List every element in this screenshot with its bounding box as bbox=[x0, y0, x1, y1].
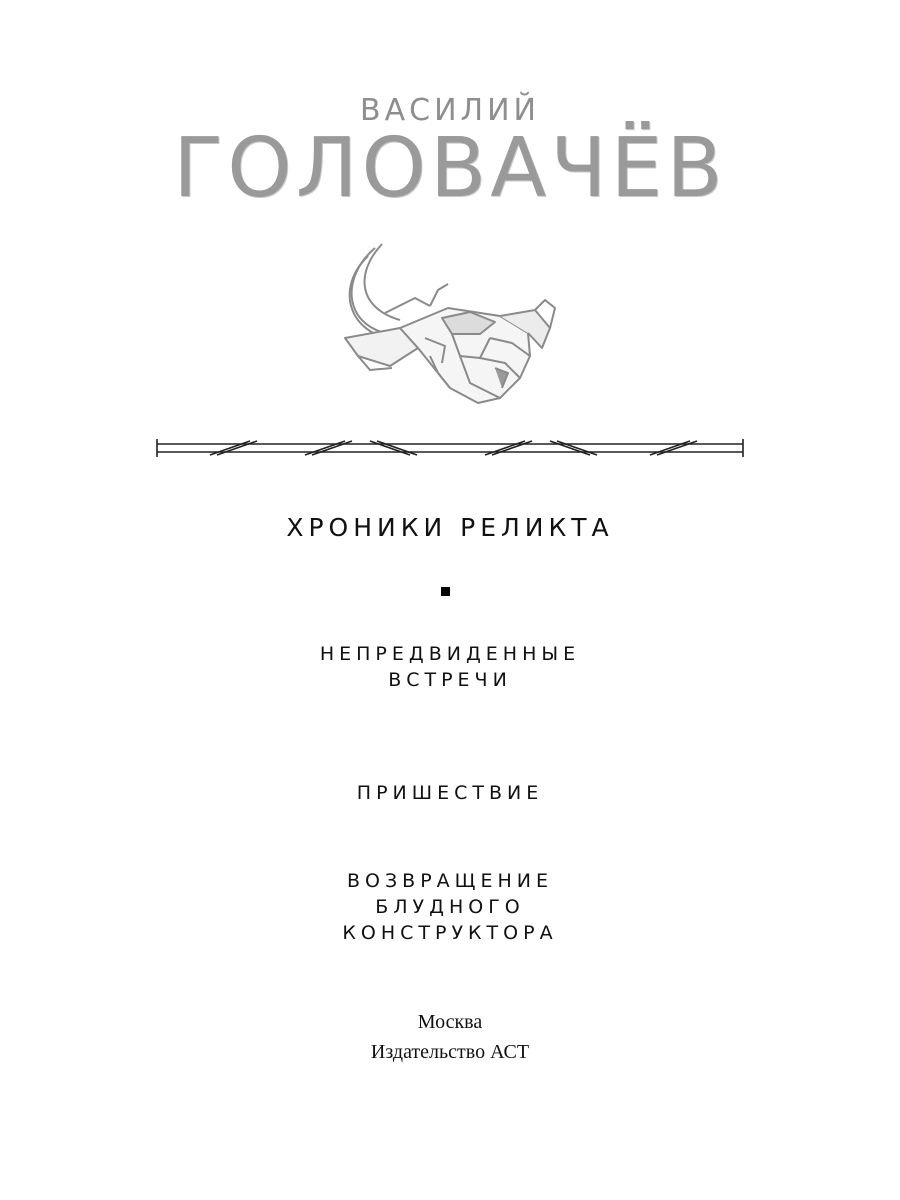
author-first-name: ВАСИЛИЙ bbox=[360, 93, 540, 128]
ornamental-divider bbox=[155, 437, 745, 459]
book-title-line: ВОЗВРАЩЕНИЕ bbox=[347, 870, 553, 892]
imprint-city: Москва bbox=[417, 1011, 483, 1033]
book-title-line: НЕПРЕДВИДЕННЫЕ bbox=[319, 643, 581, 665]
author-last-name: ГОЛОВАЧЁВ bbox=[173, 121, 727, 216]
book-title-3 bbox=[0, 868, 900, 946]
separator-dot bbox=[441, 587, 450, 596]
book-title-1 bbox=[0, 641, 900, 693]
book-title-line: КОНСТРУКТОРА bbox=[342, 922, 558, 944]
book-title-2 bbox=[0, 780, 900, 806]
series-title: ХРОНИКИ РЕЛИКТА bbox=[286, 513, 614, 542]
imprint-publisher: Издательство АСТ bbox=[370, 1041, 530, 1063]
book-title-line: ВСТРЕЧИ bbox=[388, 669, 512, 691]
book-title-line: ПРИШЕСТВИЕ bbox=[356, 782, 544, 804]
book-title-line: БЛУДНОГО bbox=[375, 896, 525, 918]
spaceship-icon bbox=[330, 238, 570, 413]
